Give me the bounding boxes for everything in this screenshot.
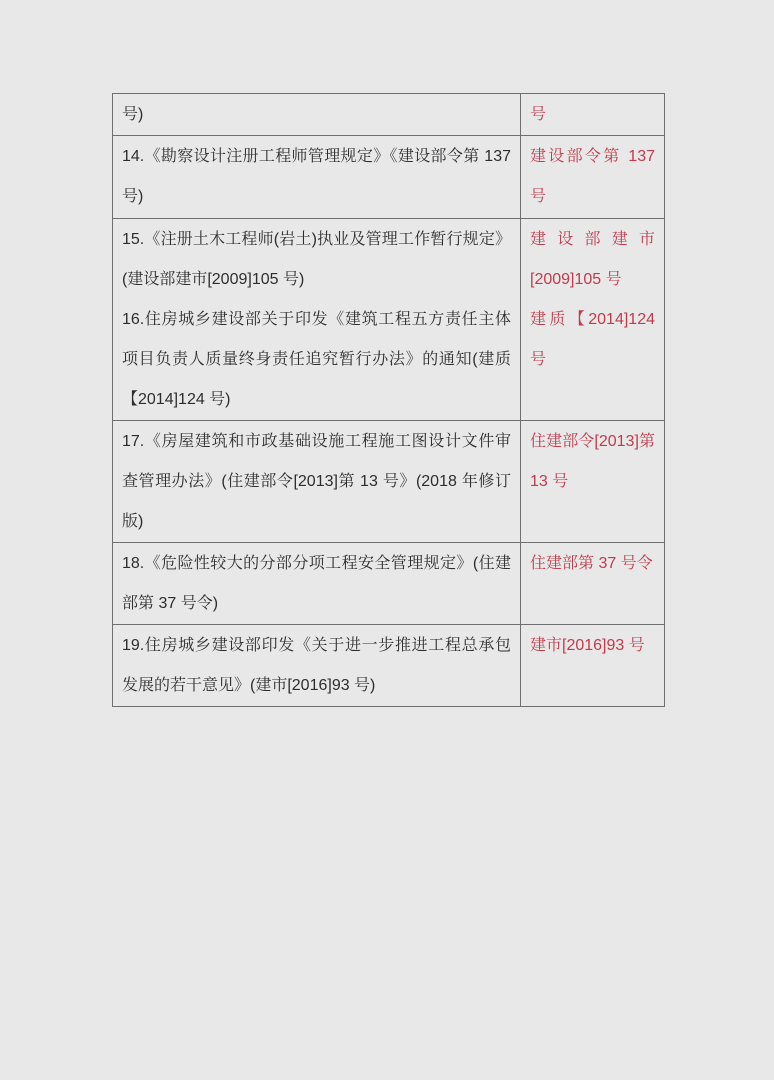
doc-number-text: 建设部建市[2009]105 号 <box>530 231 655 288</box>
table-row <box>113 543 664 625</box>
table-row <box>113 94 664 136</box>
doc-number-text: 住建部第 37 号令 <box>530 555 653 572</box>
regulations-table <box>112 93 665 707</box>
regulation-text: 14.《勘察设计注册工程师管理规定》《建设部令第 137 号) <box>122 148 511 205</box>
doc-number-text: 建质【2014]124 号 <box>530 311 655 368</box>
regulation-text: 18.《危险性较大的分部分项工程安全管理规定》(住建部第 37 号令) <box>122 555 511 612</box>
doc-number-cell <box>521 219 664 420</box>
table-row <box>113 421 664 543</box>
regulation-cell <box>113 543 521 624</box>
regulation-text: 17.《房屋建筑和市政基础设施工程施工图设计文件审查管理办法》(住建部令[2013]第 13 号》(2018 年修订版) <box>122 433 511 530</box>
regulation-cell <box>113 219 521 420</box>
doc-number-cell <box>521 94 664 135</box>
table-row <box>113 625 664 706</box>
doc-number-cell <box>521 543 664 624</box>
regulation-cell <box>113 94 521 135</box>
table-row <box>113 219 664 421</box>
doc-number-cell <box>521 625 664 706</box>
regulation-text: 19.住房城乡建设部印发《关于进一步推进工程总承包发展的若干意见》(建市[2016]93 号) <box>122 637 511 694</box>
doc-number-text: 建设部令第 137 号 <box>530 148 655 205</box>
regulation-text: 15.《注册土木工程师(岩土)执业及管理工作暂行规定》(建设部建市[2009]105 号) <box>122 231 511 288</box>
regulation-cell <box>113 625 521 706</box>
regulation-cell <box>113 136 521 218</box>
regulation-text: 号) <box>122 106 144 123</box>
doc-number-cell <box>521 421 664 542</box>
regulation-text: 16.住房城乡建设部关于印发《建筑工程五方责任主体项目负责人质量终身责任追究暂行办法》的通知(建质【2014]124 号) <box>122 311 511 408</box>
doc-number-text: 建市[2016]93 号 <box>530 637 645 654</box>
doc-number-cell <box>521 136 664 218</box>
table-row <box>113 136 664 219</box>
regulation-cell <box>113 421 521 542</box>
doc-number-text: 住建部令[2013]第 13 号 <box>530 433 655 490</box>
doc-number-text: 号 <box>530 106 547 123</box>
